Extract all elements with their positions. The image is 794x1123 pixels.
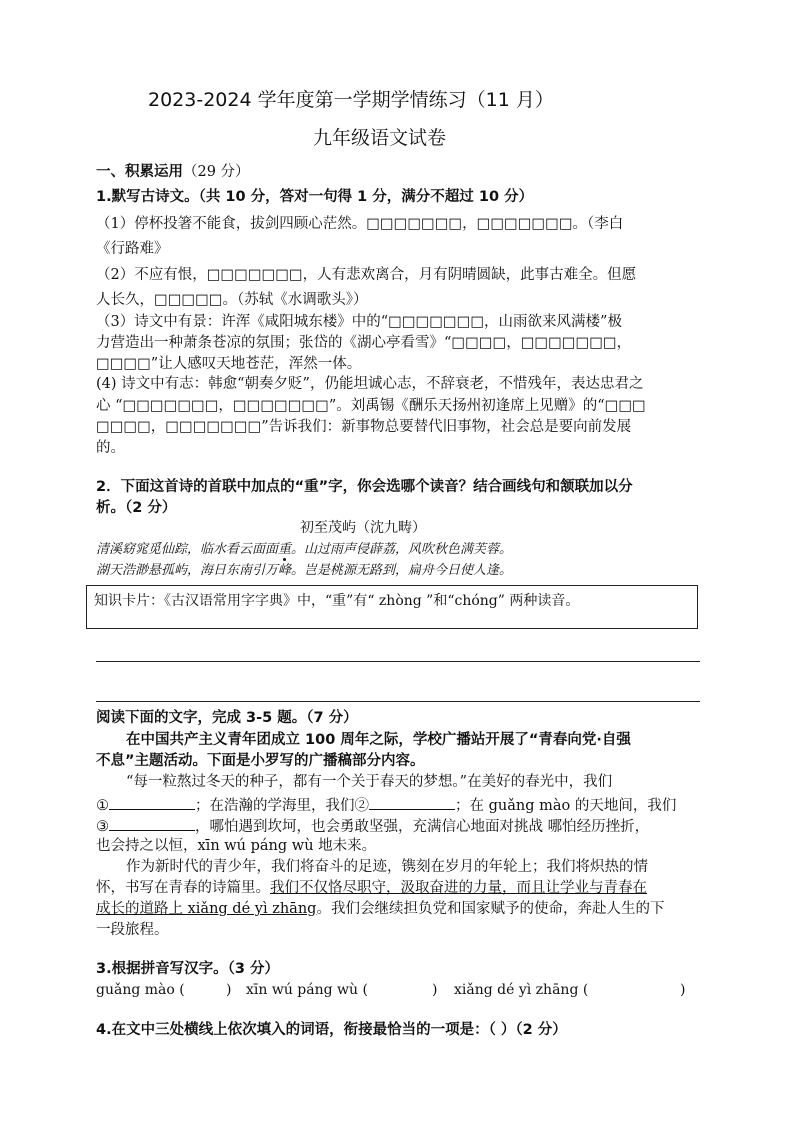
poem-line1-start: 清溪窈窕觅仙踪，临水看云面面	[96, 542, 279, 557]
section-title: 一、积累运用	[96, 164, 183, 180]
p1-line2	[96, 795, 676, 815]
p1-line1: “每一粒熬过冬天的种子，都有一个关于春天的梦想。”在美好的春光中，我们	[126, 774, 613, 790]
underlined-sentence-part1: 我们不仅恪尽职守，汲取奋进的力量，而且让学业与青春在	[270, 880, 647, 896]
q1-item1-line2: 《行路难》	[96, 241, 169, 257]
q1-item2-line2: 人长久，□□□□□。（苏轼《水调歌头》）	[96, 292, 368, 308]
reading-lead-line2: 不息”主题活动。下面是小罗写的广播稿部分内容。	[96, 753, 425, 769]
q1-item4-line1: (4) 诗文中有志：韩愈“朝奏夕贬”，仍能坦诚心志，不辞衰老，不惜残年，表达忠君之	[96, 376, 644, 392]
q3-close-3: )	[680, 982, 686, 998]
poem-title: 初至茂屿（沈九畴）	[300, 520, 426, 536]
q2-stem-line1: 2．下面这首诗的首联中加点的“重”字，你会选哪个读音？结合画线句和颔联加以分	[96, 479, 633, 495]
reading-intro: 阅读下面的文字，完成 3-5 题。（7 分）	[96, 710, 358, 726]
answer-line-2	[96, 701, 700, 702]
q1-item3-line3: □□□□”让人感叹天地苍茫，浑然一体。	[96, 356, 362, 372]
p1-line4: 也会持之以恒，xīn wú páng wù 地未来。	[96, 838, 377, 854]
blank-3-label: ③	[96, 819, 109, 835]
q1-item4-line3: □□□□，□□□□□□□”告诉我们：新事物总要替代旧事物，社会总是要向前发展	[96, 419, 632, 435]
blank-2[interactable]	[369, 795, 455, 810]
q1-item1-line1: （1）停杯投箸不能食，拔剑四顾心茫然。□□□□□□□，□□□□□□□。（李白	[96, 216, 624, 232]
q3-stem: 3.根据拼音写汉字。（3 分）	[96, 961, 279, 977]
exam-title: 2023-2024 学年度第一学期学情练习（11 月）	[148, 89, 554, 111]
q1-item4-line4: 的。	[96, 440, 125, 456]
blank-1[interactable]	[109, 795, 195, 810]
q2-stem-line2: 析。（2 分）	[96, 500, 177, 516]
poem-line1-end: 。山过雨声侵薜荔，风吹秋色满芙蓉。	[291, 542, 513, 557]
p1-line2-mid: ；在浩瀚的学海里，我们②	[195, 798, 369, 814]
p2-line2-start: 怀，书写在青春的诗篇里。	[96, 880, 270, 896]
blank-1-label: ①	[96, 798, 109, 814]
q1-item2-line1: （2）不应有恨，□□□□□□□，人有悲欢离合，月有阴晴圆缺，此事古难全。但愿	[96, 267, 637, 283]
section-score: （29 分）	[183, 164, 250, 180]
q3-close-1: )	[226, 982, 232, 998]
q1-item3-line2: 力营造出一种萧条苍凉的氛围；张岱的《湖心亭看雪》“□□□□，□□□□□□□，	[96, 335, 632, 351]
blank-3[interactable]	[109, 816, 195, 831]
knowledge-card-text: 知识卡片：《古汉语常用字字典》中，“重”有“ zhòng ”和“chóng” 两种读音。	[94, 593, 580, 609]
q1-item3-line1: （3）诗文中有景：许浑《咸阳城东楼》中的“□□□□□□□，山雨欲来风满楼”极	[96, 314, 622, 330]
q3-pinyin-2: xīn wú páng wù (	[246, 982, 368, 998]
q1-stem: 1.默写古诗文。（共 10 分，答对一句得 1 分，满分不超过 10 分）	[96, 189, 534, 205]
q3-pinyin-1: guǎng mào (	[96, 982, 185, 998]
p2-line1: 作为新时代的青少年，我们将奋斗的足迹，镌刻在岁月的年轮上；我们将炽热的情	[126, 859, 648, 875]
p2-line3	[96, 900, 664, 918]
p2-line3-end: 。我们会继续担负党和国家赋予的使命，奔赴人生的下	[316, 901, 665, 917]
q1-item4-line2: 心 “□□□□□□□，□□□□□□□”。刘禹锡《酬乐天扬州初逢席上见赠》的“□□□	[96, 398, 646, 414]
dotted-char: 重	[278, 542, 292, 557]
p2-line2	[96, 879, 647, 897]
section-heading	[96, 163, 250, 181]
q4-stem: 4.在文中三处横线上依次填入的词语，衔接最恰当的一项是：（ ）（2 分）	[96, 1022, 567, 1038]
p2-line4: 一段旅程。	[96, 922, 169, 938]
poem-line2: 湖天浩渺悬孤屿，海日东南引万峰。岂是桃源无路到，扁舟今日使人逢。	[96, 563, 513, 578]
q3-close-2: )	[432, 982, 438, 998]
p1-line2-end: ；在 guǎng mào 的天地间，我们	[455, 798, 677, 814]
poem-line1	[96, 542, 512, 558]
q3-pinyin-3: xiǎng dé yì zhāng (	[454, 982, 589, 998]
exam-subtitle: 九年级语文试卷	[313, 127, 447, 149]
reading-lead-line1: 在中国共产主义青年团成立 100 周年之际，学校广播站开展了“青春向党·自强	[126, 732, 631, 748]
answer-line-1	[96, 661, 700, 662]
p1-line3-text: ，哪怕遇到坎坷，也会勇敢坚强，充满信心地面对挑战 哪怕经历挫折，	[195, 819, 650, 835]
underlined-sentence-part2: 成长的道路上 xiǎng dé yì zhāng	[96, 901, 317, 917]
p1-line3	[96, 816, 649, 836]
